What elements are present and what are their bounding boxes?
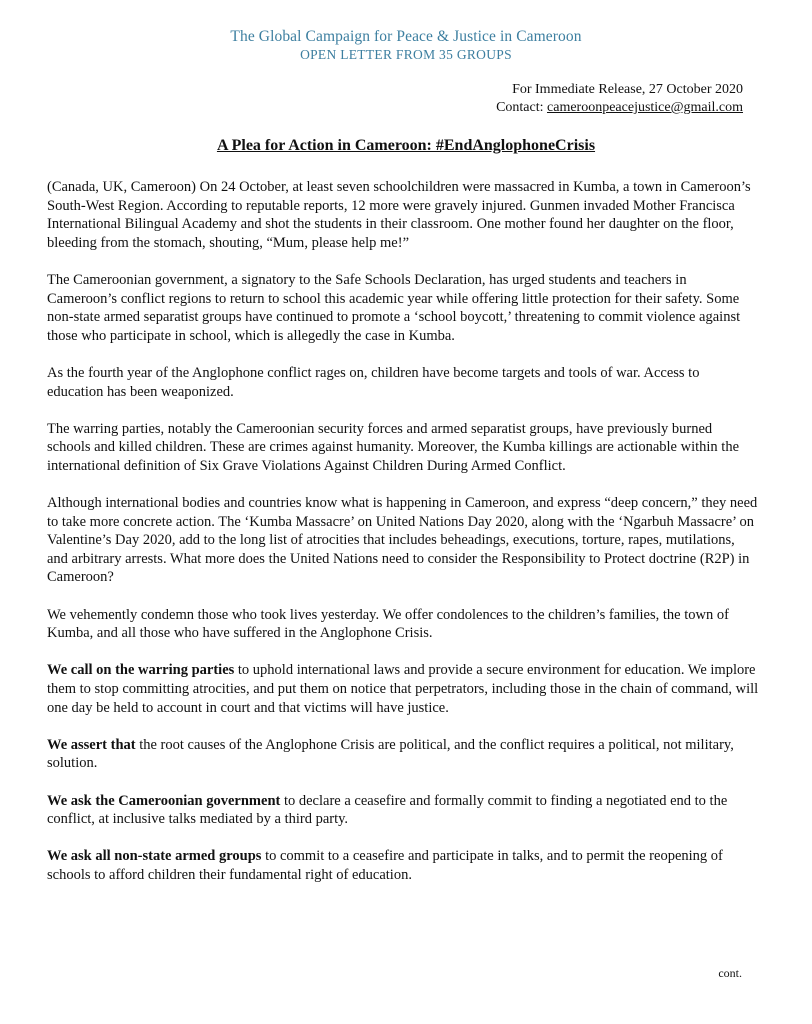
contact-email-link[interactable]: cameroonpeacejustice@gmail.com [547,100,743,115]
continued-marker: cont. [718,966,742,980]
call-text: to uphold international laws and provide a secure environment for education. We implore them to stop committing atrocities, and put them on notice that perpetrators, including those in the chain of command, will one day be held to account in court and that victims will have justice. [47,662,759,716]
call-warring-parties [47,661,759,717]
paragraph-5: Although international bodies and countries know what is happening in Cameroon, and express “deep concern,” they need to take more concrete action. The ‘Kumba Massacre’ on United Nations Day 2020, along with the ‘Ngarbuh Massacre’ on Valentine’s Day 2020, add to the long list of atrocities that includes beheadings, executions, torture, rapes, mutilations, and arbitrary arrests. What more does the United Nations need to consider the Responsibility to Protect doctrine (R2P) in Cameroon? [47,495,758,586]
paragraph-1: (Canada, UK, Cameroon) On 24 October, at least seven schoolchildren were massacred in Kumba, a town in Cameroon’s South-West Region. According to reputable reports, 12 more were gravely injured. Gunmen invaded Mother Francisca International Bilingual Academy and shot the students in their classroom. One mother found her daughter on the floor, bleeding from the stomach, shouting, “Mum, please help me!” [47,179,751,251]
paragraph-3: As the fourth year of the Anglophone conflict rages on, children have become targets and tools of war. Access to education has been weaponized. [47,364,700,400]
call-lead: We ask the Cameroonian government [47,792,281,809]
contact-label: Contact: [496,100,548,115]
organization-name: The Global Campaign for Peace & Justice in Cameroon [230,28,582,45]
letter-body [47,178,759,903]
call-assert [47,736,759,773]
call-lead: We ask all non-state armed groups [47,848,262,865]
release-date: For Immediate Release, 27 October 2020 [512,82,743,97]
call-text: the root causes of the Anglophone Crisis are political, and the conflict requires a political, not military, solution. [47,736,734,772]
paragraph-2: The Cameroonian government, a signatory to the Safe Schools Declaration, has urged students and teachers in Cameroon’s conflict regions to return to school this academic year while offering little protection for their safety. Some non-state armed separatist groups have continued to promote a ‘school boycott,’ threatening to commit violence against those who participate in school, which is allegedly the case in Kumba. [47,271,741,344]
call-text: to commit to a ceasefire and participate in talks, and to permit the reopening of schools to afford children their fundamental right of education. [47,848,723,883]
headline-text: A Plea for Action in Cameroon: #EndAnglophoneCrisis [216,137,596,154]
release-block [496,81,743,117]
headline [0,136,812,156]
call-armed-groups [47,847,759,884]
letter-subtitle: OPEN LETTER FROM 35 GROUPS [300,47,512,62]
call-text: to declare a ceasefire and formally commit to finding a negotiated end to the conflict, at inclusive talks mediated by a third party. [47,792,728,828]
call-government [47,792,759,829]
paragraph-4: The warring parties, notably the Cameroonian security forces and armed separatist groups, have previously burned schools and killed children. These are crimes against humanity. Moreover, the Kumba killings are actionable within the international definition of Six Grave Violations Against Children During Armed Conflict. [47,420,739,474]
call-lead: We call on the warring parties [47,662,235,679]
call-lead: We assert that [47,736,136,753]
masthead [0,27,812,63]
paragraph-6: We vehemently condemn those who took lives yesterday. We offer condolences to the children’s families, the town of Kumba, and all those who have suffered in the Anglophone Crisis. [47,606,729,642]
contact-line [496,99,743,117]
